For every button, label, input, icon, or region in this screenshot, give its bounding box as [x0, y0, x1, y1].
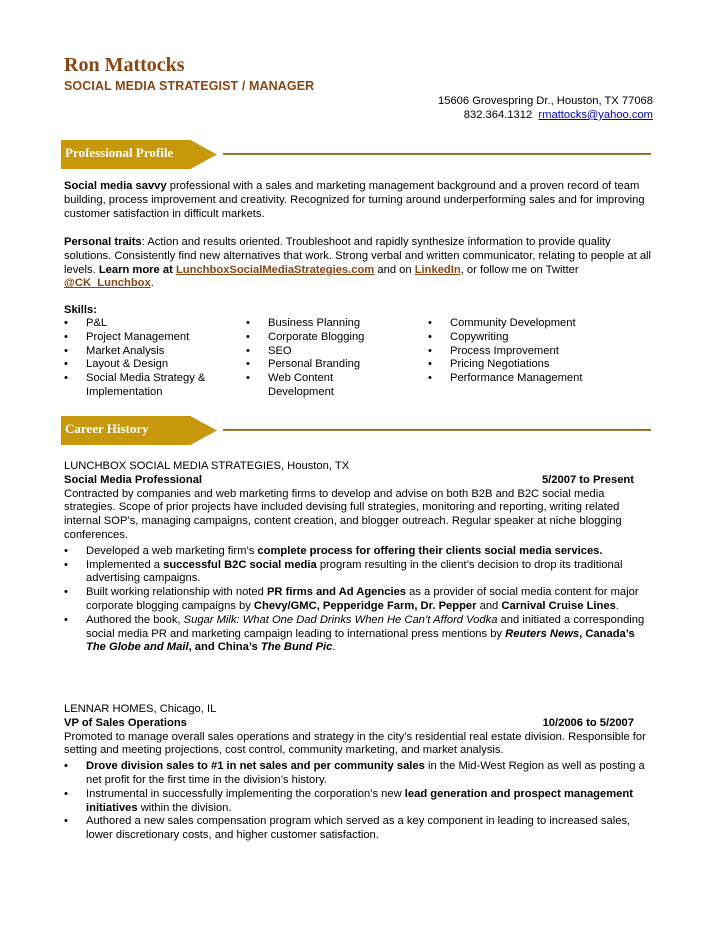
achievement-list — [64, 545, 654, 655]
twitter-link[interactable]: @CK_Lunchbox — [64, 277, 151, 290]
position-title: Social Media Professional — [64, 473, 203, 486]
position-line — [64, 474, 654, 488]
personal-traits — [64, 236, 654, 291]
job-entry-lennar — [64, 703, 654, 843]
text: , and China’s — [188, 641, 261, 654]
position-dates: 10/2006 to 5/2007 — [542, 716, 634, 729]
profile-text: professional with a sales and marketing management background and a proven record of team building, process improvement and creativity. Recognized for turning around underperforming sales and for improving customer satisfaction in difficult markets. — [64, 180, 645, 220]
skills-column-1 — [64, 317, 224, 400]
skill-item: • Layout & Design — [64, 358, 224, 372]
company-name: LENNAR HOMES, Chicago, IL — [64, 703, 217, 715]
skill-item: • Social Media Strategy & Implementation — [64, 372, 224, 400]
job-summary: Contracted by companies and web marketing firms to develop and advise on both B2B and B2C social media strategies. Scope of prior projects have included devising full strategies, monitoring and reporting, writing related internal SOP’s, managing campaigns, content creation, and blogger outreach. Regular speaker at niche blogging conferences. — [64, 487, 622, 541]
skills-heading: Skills: — [64, 304, 97, 316]
highlight: successful B2C social media — [163, 558, 317, 571]
skill-item: • Web Content Development — [246, 372, 358, 400]
highlight: PR firms and Ad Agencies — [266, 586, 407, 599]
section-divider — [223, 153, 651, 155]
position-title: VP of Sales Operations — [64, 716, 187, 729]
section-divider — [223, 429, 651, 431]
skills-column-3 — [428, 317, 628, 386]
job-entry-lunchbox — [64, 460, 654, 655]
position-line — [64, 717, 654, 731]
text: Instrumental in successfully implementing the corporation’s new — [86, 787, 405, 800]
skill-item: • Performance Management — [428, 372, 628, 386]
text: in the Mid-West Region as well as posting a net profit for the first time in the division’s history. — [86, 760, 645, 786]
website-link[interactable]: LunchboxSocialMediaStrategies.com — [175, 263, 375, 276]
candidate-title: SOCIAL MEDIA STRATEGIST / MANAGER — [64, 79, 315, 93]
contact-line — [464, 108, 653, 122]
highlight: Carnival Cruise Lines — [501, 599, 616, 612]
highlight: Chevy/GMC, Pepperidge Farm, Dr. Pepper — [253, 599, 477, 612]
company-name: LUNCHBOX SOCIAL MEDIA STRATEGIES, Houston, TX — [64, 460, 350, 472]
text: . — [332, 641, 336, 654]
highlight: lead generation and prospect management initiatives — [86, 787, 633, 814]
publication: The Bund Pic — [260, 641, 333, 654]
candidate-name: Ron Mattocks — [64, 54, 185, 76]
skill-item: • Project Management — [64, 331, 224, 345]
profile-lead: Social media savvy — [64, 180, 167, 192]
and-text: and on — [374, 263, 415, 276]
text: Authored the book, — [86, 613, 184, 626]
period: . — [150, 277, 154, 290]
text: . — [615, 599, 619, 612]
achievement-item — [64, 586, 654, 614]
text: as a provider of social media content for major corporate blogging campaigns by — [86, 586, 639, 612]
book-title: Sugar Milk: What One Dad Drinks When He Can’t Afford Vodka — [183, 613, 498, 626]
profile-summary — [64, 180, 654, 221]
text: and initiated a corresponding social media PR and marketing campaign leading to international press mentions by — [86, 613, 645, 640]
career-heading: Career History — [65, 421, 149, 436]
skill-item: • Corporate Blogging — [246, 331, 416, 345]
phone: 832.364.1312 — [463, 109, 533, 121]
position-dates: 5/2007 to Present — [541, 473, 634, 486]
skill-item: • Business Planning — [246, 317, 416, 331]
address: 15606 Grovespring Dr., Houston, TX 77068 — [438, 95, 653, 107]
achievement-item — [64, 559, 654, 587]
skills-column-2 — [246, 317, 416, 400]
achievement-item — [64, 614, 654, 655]
text: Developed a web marketing firm’s — [86, 544, 258, 557]
text: program resulting in the client’s decision to drop its traditional advertising campaigns. — [86, 558, 623, 585]
traits-label: Personal traits — [64, 236, 142, 248]
skill-item: • Process Improvement — [428, 345, 628, 359]
text: Implemented a — [86, 558, 164, 571]
traits-text: : Action and results oriented. Troubleshoot and rapidly synthesize information to provide quality solutions. Consistently find new alternatives that work. Strong verbal and written communicator, relating to people at all levels. — [64, 236, 652, 276]
skill-item: • Market Analysis — [64, 345, 224, 359]
skill-item: • SEO — [246, 345, 416, 359]
skill-item: • Personal Branding — [246, 358, 416, 372]
achievement-list — [64, 760, 654, 843]
job-summary: Promoted to manage overall sales operations and strategy in the city’s residential real estate division. Responsible for setting and meeting projections, cost control, community marketing, and market analysis. — [64, 730, 646, 757]
achievement-item — [64, 760, 654, 788]
publication: The Globe and Mail — [86, 641, 189, 654]
achievement-item: • Authored a new sales compensation program which served as a key component in leading to increased sales, lower discretionary costs, and higher customer satisfaction. — [64, 815, 654, 843]
highlight: Drove division sales to #1 in net sales and per community sales — [86, 760, 425, 773]
publication: Reuters News — [505, 627, 580, 640]
text: within the division. — [137, 801, 232, 814]
skill-item: • Copywriting — [428, 331, 628, 345]
text: , Canada’s — [579, 627, 635, 640]
achievement-item — [64, 788, 654, 816]
learn-more: Learn more at — [98, 263, 176, 276]
follow-text: , or follow me on Twitter — [460, 263, 579, 276]
skill-item: • Pricing Negotiations — [428, 358, 628, 372]
text: and — [476, 599, 502, 612]
skill-item: • P&L — [64, 317, 224, 331]
profile-heading: Professional Profile — [65, 145, 174, 160]
profile-banner — [61, 140, 217, 169]
highlight: complete process for offering their clients social media services. — [257, 544, 603, 557]
career-banner — [61, 416, 217, 445]
achievement-item — [64, 545, 654, 559]
linkedin-link[interactable]: LinkedIn — [414, 263, 461, 276]
email-link[interactable]: rmattocks@yahoo.com — [538, 109, 653, 121]
skill-item: • Community Development — [428, 317, 628, 331]
text: Built working relationship with noted — [86, 586, 267, 599]
